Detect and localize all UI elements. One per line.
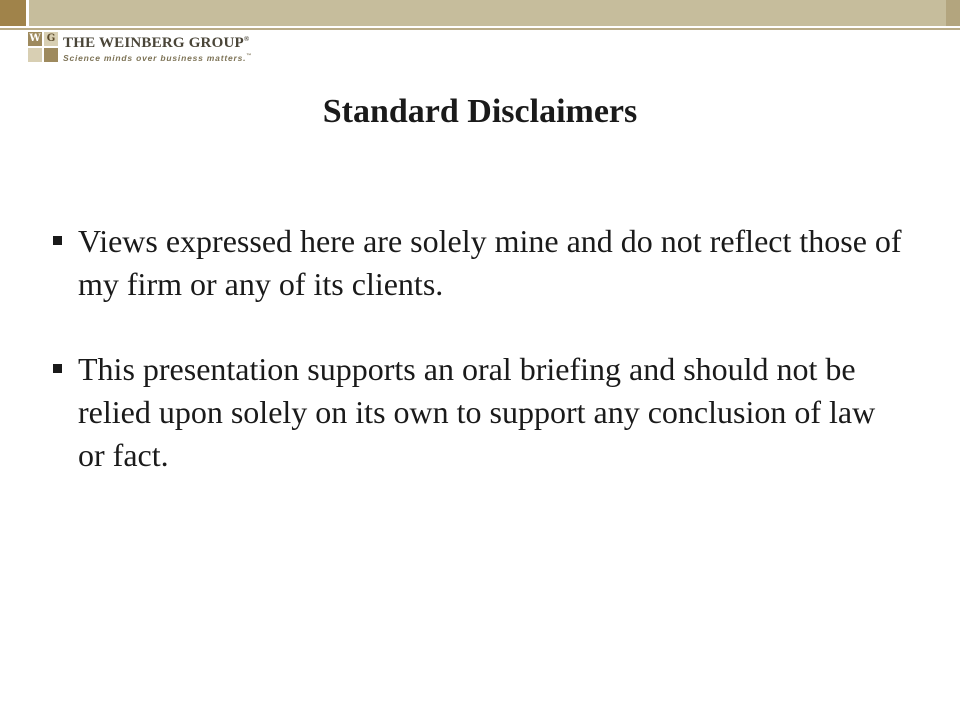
logo-mark-letter-w: W	[29, 33, 41, 44]
square-bullet-icon	[53, 364, 62, 373]
header-band-bar	[29, 0, 946, 26]
disclaimer-list	[48, 220, 908, 519]
header-band-square	[0, 0, 26, 26]
disclaimer-item	[48, 348, 908, 477]
slide-title: Standard Disclaimers	[322, 93, 638, 130]
disclaimer-item	[48, 220, 908, 306]
disclaimer-text: This presentation supports an oral briefing and should not be relied upon solely on its own to support any conclusion of law or fact.	[78, 351, 876, 473]
logo-mark-letter-g: G	[44, 32, 58, 46]
disclaimer-text: Views expressed here are solely mine and do not reflect those of my firm or any of its clients.	[78, 223, 902, 302]
header-band	[0, 0, 960, 26]
logo-tagline: Science minds over business matters.™	[63, 52, 253, 63]
header-band-edge	[946, 0, 960, 26]
logo-company-name: THE WEINBERG GROUP®	[63, 34, 250, 51]
square-bullet-icon	[53, 236, 62, 245]
logo-mark-icon	[28, 32, 58, 62]
company-logo	[28, 31, 252, 63]
